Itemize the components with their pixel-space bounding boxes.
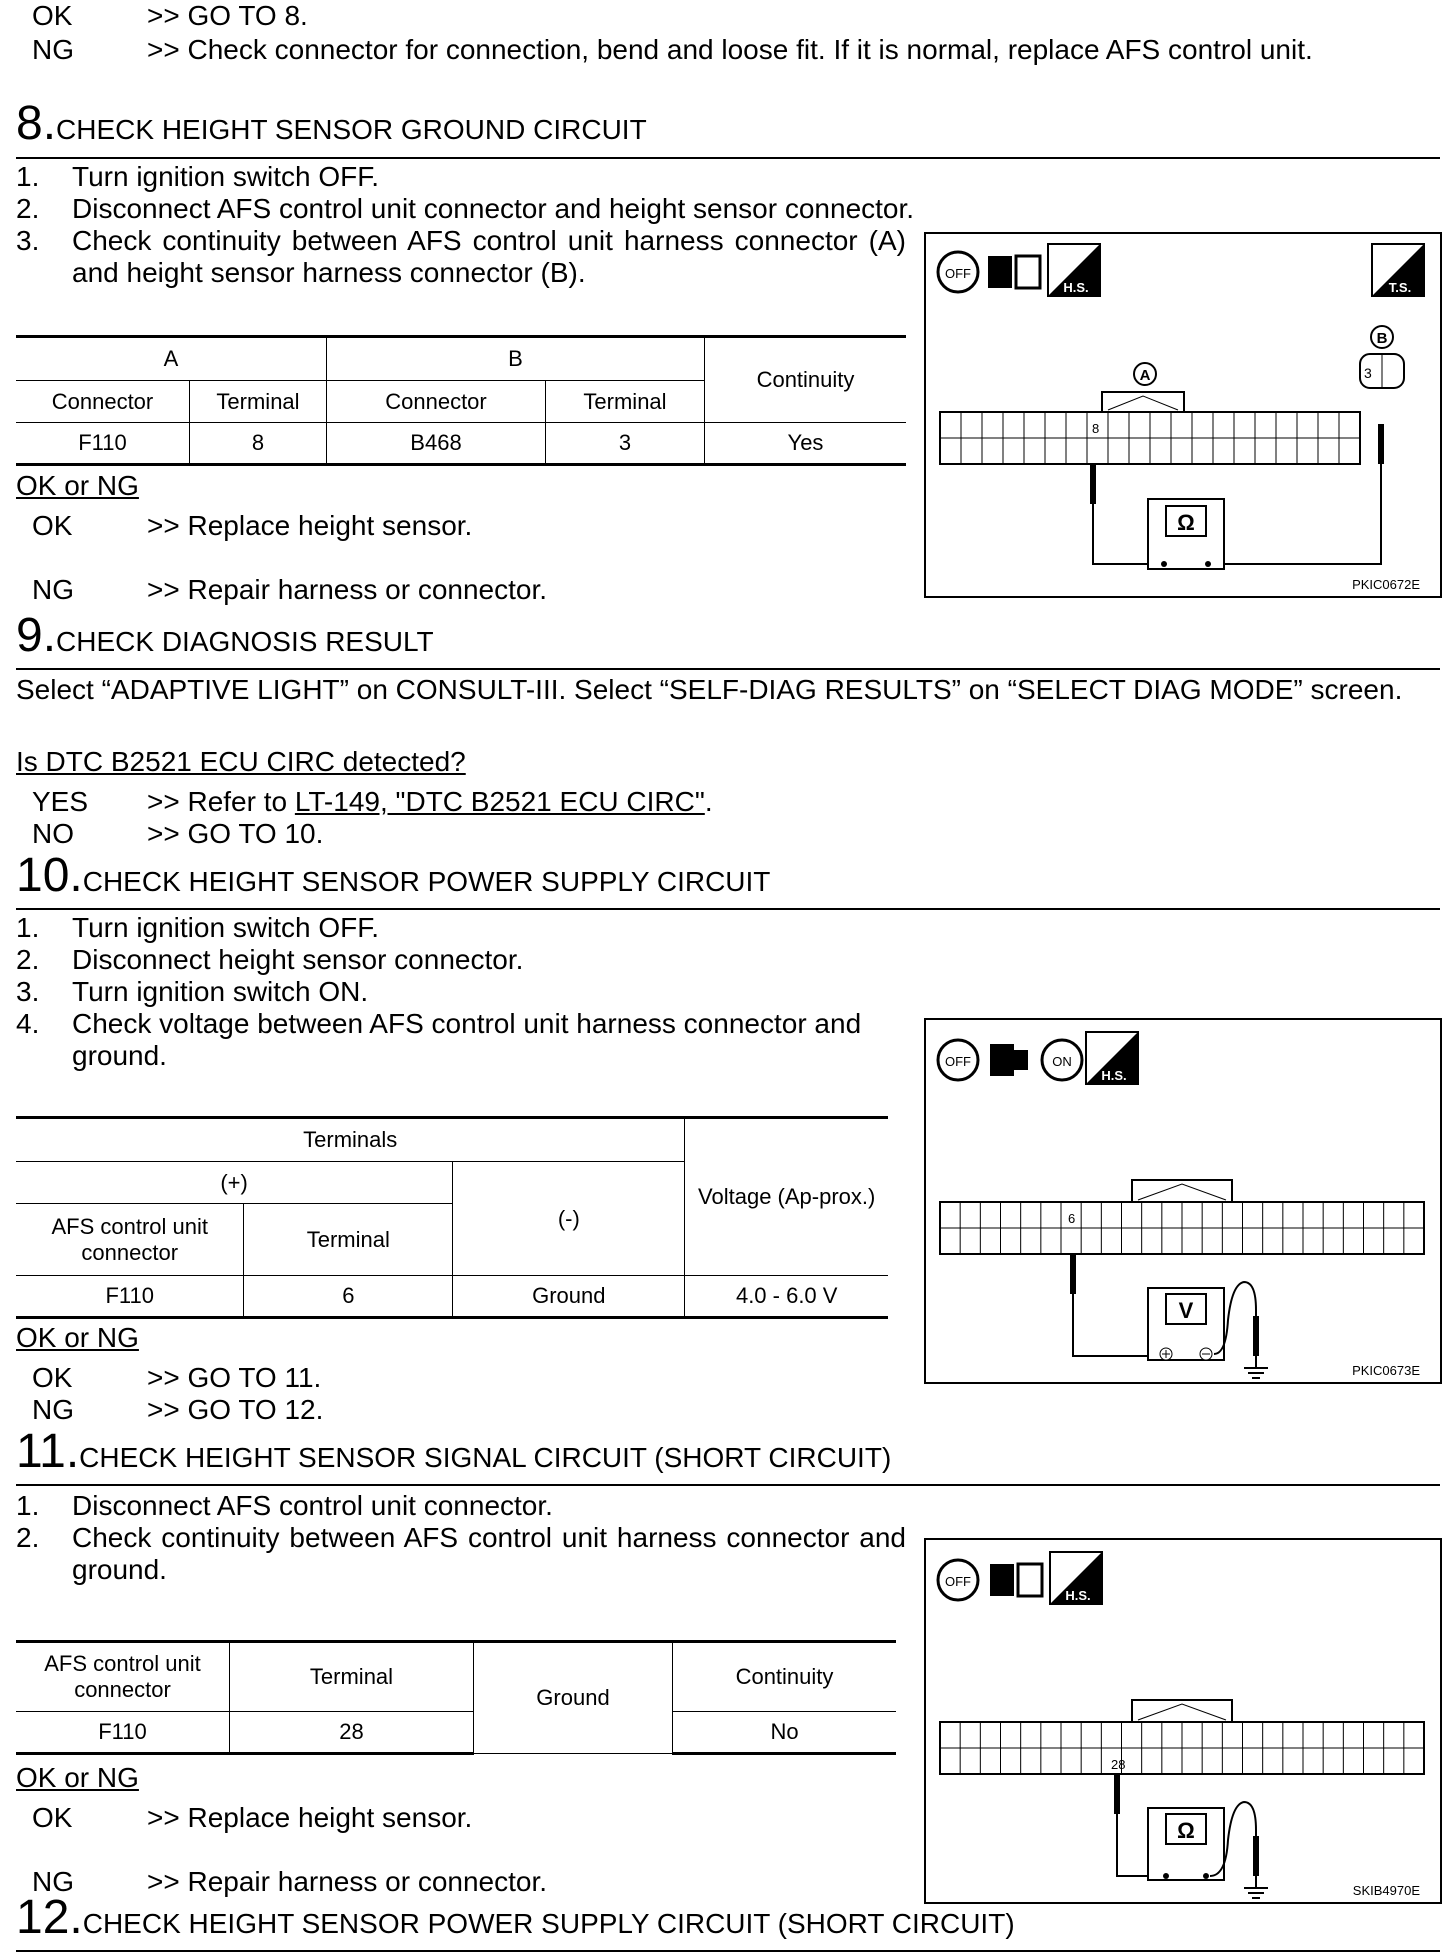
harness-side-icon <box>1086 1032 1138 1084</box>
step-10-instructions: 1. Turn ignition switch OFF. 2. Disconnect height sensor connector. 3. Turn ignition switch ON. 4. Check voltage between AFS control unit harness connector and ground. <box>16 912 862 1071</box>
step-number: 8. <box>16 97 57 150</box>
svg-text:T.S.: T.S. <box>1388 280 1412 295</box>
harness-side-icon <box>1048 244 1100 296</box>
step-12-heading: 12.CHECK HEIGHT SENSOR POWER SUPPLY CIRCUIT (SHORT CIRCUIT) <box>16 1891 1015 1944</box>
svg-text:H.S.: H.S. <box>1063 280 1089 295</box>
connector-a <box>940 363 1360 464</box>
step-title: CHECK HEIGHT SENSOR GROUND CIRCUIT <box>56 114 647 145</box>
table-header: Terminal <box>546 381 705 423</box>
ok-or-ng-label: OK or NG <box>16 1322 139 1353</box>
voltage-table-10: Terminals Voltage (Ap-prox.) (+) (-) AFS control unit connector Terminal F110 6 Ground 4.0 - 6.0 V <box>16 1116 888 1319</box>
wiring-diagram-10 <box>924 1018 1442 1384</box>
ohmmeter-icon <box>1148 1808 1224 1880</box>
svg-text:28: 28 <box>1111 1757 1126 1772</box>
answer-yes: YES >> Refer to LT-149, "DTC B2521 ECU CIRC". <box>32 786 713 817</box>
ground-icon <box>1244 1356 1268 1378</box>
step-11-heading: 11.CHECK HEIGHT SENSOR SIGNAL CIRCUIT (SHORT CIRCUIT) <box>16 1425 892 1478</box>
answer-key: NG <box>32 34 74 65</box>
divider <box>16 1950 1440 1952</box>
instruction: 3. Check continuity between AFS control unit harness connector (A) and height sensor harness connector (B). <box>16 225 906 288</box>
ignition-off-icon <box>938 252 978 292</box>
answer-ng: NG >> Repair harness or connector. <box>32 574 548 605</box>
svg-text:Ω: Ω <box>1177 510 1195 535</box>
connector-a <box>940 1700 1424 1774</box>
svg-text:B: B <box>1376 330 1388 347</box>
svg-text:OFF: OFF <box>945 1054 971 1069</box>
svg-text:OFF: OFF <box>945 266 971 281</box>
svg-text:H.S.: H.S. <box>1065 1588 1091 1603</box>
continuity-table-8 <box>16 335 906 466</box>
ohmmeter-icon <box>1148 499 1224 569</box>
table-header: Connector <box>16 381 190 423</box>
table-header: A <box>16 337 327 381</box>
divider <box>16 668 1440 670</box>
ground-icon <box>1244 1876 1268 1898</box>
voltmeter-icon <box>1148 1288 1224 1360</box>
svg-text:Ω: Ω <box>1177 1818 1195 1843</box>
reference-link[interactable]: LT-149, "DTC B2521 ECU CIRC" <box>294 786 705 817</box>
ignition-off-icon <box>938 1560 978 1600</box>
step-10-heading: 10.CHECK HEIGHT SENSOR POWER SUPPLY CIRCUIT <box>16 849 771 902</box>
continuity-table-11: AFS control unit connector Terminal Ground Continuity F110 28 No <box>16 1640 896 1755</box>
answer-ok: OK >> Replace height sensor. <box>32 510 473 541</box>
svg-text:3: 3 <box>1364 365 1372 381</box>
step-11-instructions: 1. Disconnect AFS control unit connector. 2. Check continuity between AFS control unit harness connector and ground. <box>16 1490 906 1585</box>
svg-text:H.S.: H.S. <box>1101 1068 1127 1083</box>
divider <box>16 1484 1440 1486</box>
divider <box>16 908 1440 910</box>
step-8-heading <box>16 97 647 150</box>
svg-text:6: 6 <box>1068 1211 1076 1226</box>
svg-text:V: V <box>1178 1298 1194 1323</box>
instruction: 2. Disconnect AFS control unit connector and height sensor connector. <box>16 193 915 224</box>
ignition-on-icon <box>1042 1040 1082 1080</box>
wiring-diagram-8 <box>924 232 1442 598</box>
harness-side-icon <box>1050 1552 1102 1604</box>
svg-text:8: 8 <box>1092 421 1100 436</box>
wiring-diagram-11 <box>924 1538 1442 1904</box>
ok-or-ng-label: OK or NG <box>16 1762 139 1793</box>
step-9-heading: 9.CHECK DIAGNOSIS RESULT <box>16 609 434 662</box>
divider <box>16 157 1440 159</box>
answer-ng: NG >> Repair harness or connector. <box>32 1866 548 1897</box>
table-header: Connector <box>327 381 546 423</box>
table-cell: F110 <box>16 423 190 465</box>
connector-disconnect-icon <box>988 256 1040 288</box>
table-cell: 3 <box>546 423 705 465</box>
answer-ok: OK >> Replace height sensor. <box>32 1802 473 1833</box>
step-8-instructions <box>16 161 915 289</box>
svg-text:A: A <box>1139 367 1151 384</box>
answer-ok: OK >> GO TO 11. <box>32 1362 322 1393</box>
svg-text:ON: ON <box>1052 1054 1072 1069</box>
connector-b <box>1360 326 1404 388</box>
connector-disconnect-icon <box>990 1044 1028 1076</box>
answer-ok <box>32 0 1432 32</box>
figure-id: PKIC0673E <box>1352 1363 1420 1378</box>
question: Is DTC B2521 ECU CIRC detected? <box>16 746 466 777</box>
table-cell: B468 <box>327 423 546 465</box>
answer-value: >> GO TO 8. <box>147 0 308 31</box>
svg-text:OFF: OFF <box>945 1574 971 1589</box>
answer-key: OK <box>32 0 73 31</box>
answer-ng <box>32 34 1432 66</box>
answer-no: NO >> GO TO 10. <box>32 818 324 849</box>
table-header: B <box>327 337 705 381</box>
table-cell: 8 <box>190 423 327 465</box>
figure-id: SKIB4970E <box>1352 1883 1420 1898</box>
figure-id: PKIC0672E <box>1352 577 1420 592</box>
terminal-side-icon <box>1372 244 1424 296</box>
answer-value: >> Check connector for connection, bend and loose fit. If it is normal, replace AFS control unit. <box>147 34 1313 65</box>
table-header: Terminal <box>190 381 327 423</box>
answer-ng: NG >> GO TO 12. <box>32 1394 324 1425</box>
table-header: Continuity <box>705 337 907 423</box>
connector-disconnect-icon <box>990 1564 1042 1596</box>
connector-a <box>940 1180 1424 1254</box>
ignition-off-icon <box>938 1040 978 1080</box>
step-9-text: Select “ADAPTIVE LIGHT” on CONSULT-III. Select “SELF-DIAG RESULTS” on “SELECT DIAG MODE” screen. <box>16 674 1403 705</box>
ok-or-ng-label: OK or NG <box>16 470 139 501</box>
table-cell: Yes <box>705 423 907 465</box>
instruction: 1. Turn ignition switch OFF. <box>16 161 380 192</box>
